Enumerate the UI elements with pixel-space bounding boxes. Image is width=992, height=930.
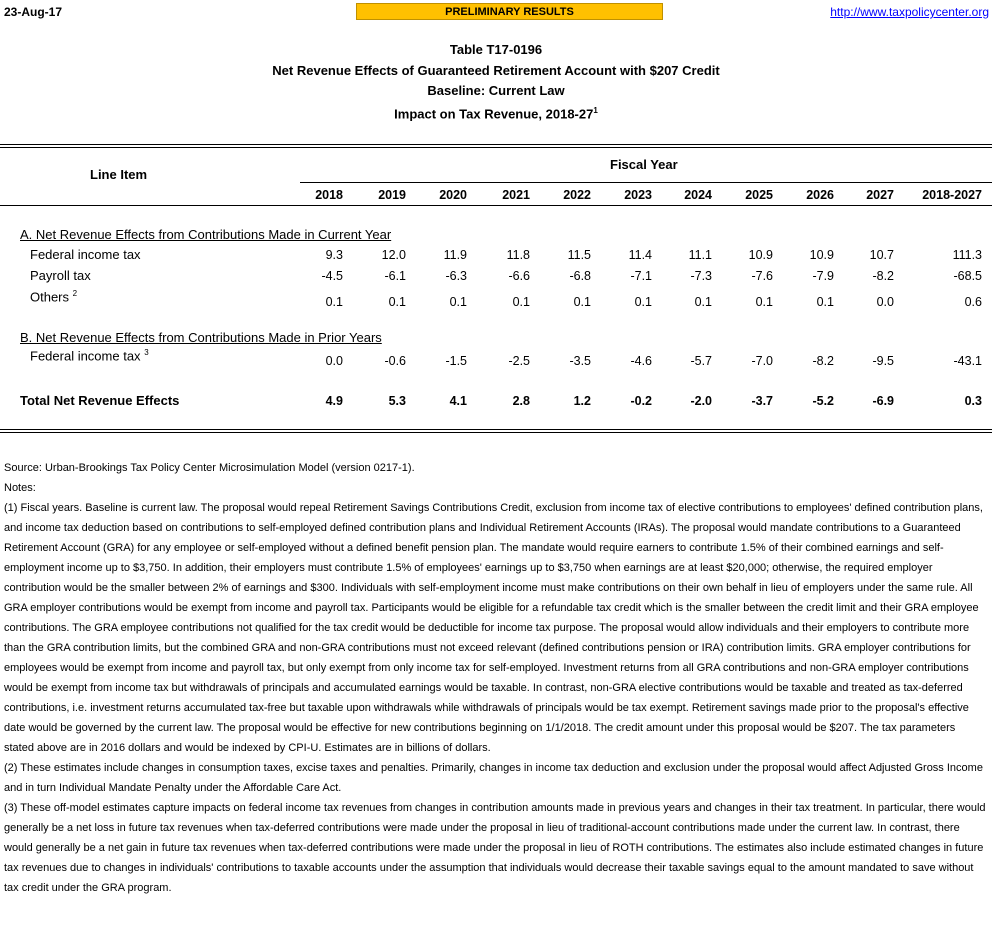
year-header: 2018-2027 xyxy=(922,188,982,202)
table-cell: -43.1 xyxy=(953,354,982,368)
row-label xyxy=(30,268,91,283)
table-cell: 9.3 xyxy=(325,248,343,262)
baseline-title: Baseline: Current Law xyxy=(427,83,565,98)
row-label xyxy=(30,247,141,262)
table-cell: -2.5 xyxy=(508,354,530,368)
preliminary-results-banner: PRELIMINARY RESULTS xyxy=(356,3,663,20)
table-cell: -7.9 xyxy=(812,269,834,283)
table-cell: -0.6 xyxy=(384,354,406,368)
source-note: Source: Urban-Brookings Tax Policy Center Microsimulation Model (version 0217-1). xyxy=(4,462,415,474)
table-cell: 10.7 xyxy=(869,248,894,262)
table-cell: 0.1 xyxy=(388,295,406,309)
total-cell: -3.7 xyxy=(751,394,773,408)
table-cell: 0.1 xyxy=(325,295,343,309)
total-cell: 1.2 xyxy=(573,394,591,408)
row-label-text: Federal income tax xyxy=(30,247,141,262)
total-cell: 4.1 xyxy=(449,394,467,408)
table-cell: -5.7 xyxy=(690,354,712,368)
row-label xyxy=(30,289,77,304)
total-cell: 4.9 xyxy=(325,394,343,408)
taxpolicycenter-link[interactable]: http://www.taxpolicycenter.org xyxy=(830,5,989,19)
year-header: 2024 xyxy=(684,188,712,202)
note-2: (2) These estimates include changes in consumption taxes, excise taxes and penalties. Primarily, changes in income tax deduction and exclusion under the proposal would affect Adjusted Gross Income and in turn Individual Mandate Penalty under the Affordable Care Act. xyxy=(4,762,983,794)
table-cell: 11.4 xyxy=(628,248,652,262)
table-title: Net Revenue Effects of Guaranteed Retirement Account with $207 Credit xyxy=(272,63,720,78)
table-cell: 0.1 xyxy=(449,295,467,309)
year-header: 2022 xyxy=(563,188,591,202)
table-cell: -6.6 xyxy=(508,269,530,283)
table-cell: -1.5 xyxy=(445,354,467,368)
table-cell: 11.5 xyxy=(567,248,591,262)
fiscal-year-header: Fiscal Year xyxy=(610,157,678,172)
line-item-header: Line Item xyxy=(90,167,148,182)
table-cell: -6.3 xyxy=(445,269,467,283)
impact-title: Impact on Tax Revenue, $2018-27^1$ xyxy=(394,106,598,122)
table-cell: 0.1 xyxy=(512,295,530,309)
table-cell: -7.3 xyxy=(690,269,712,283)
report-date: 23-Aug-17 xyxy=(4,5,63,19)
table-cell: 0.1 xyxy=(755,295,773,309)
row-label-text: Payroll tax xyxy=(30,268,91,283)
year-header: 2019 xyxy=(378,188,406,202)
table-cell: 0.1 xyxy=(816,295,834,309)
table-cell: 11.8 xyxy=(506,248,530,262)
year-header: 2023 xyxy=(624,188,652,202)
total-cell: -2.0 xyxy=(690,394,712,408)
table-top-rule-2 xyxy=(0,147,992,148)
total-cell: -0.2 xyxy=(630,394,652,408)
table-bottom-rule xyxy=(0,429,992,430)
table-cell: -7.6 xyxy=(751,269,773,283)
table-cell: -3.5 xyxy=(569,354,591,368)
table-cell: 12.0 xyxy=(381,248,406,262)
footnote-ref: 2 xyxy=(72,289,78,298)
table-cell: 0.1 xyxy=(694,295,712,309)
table-cell: 11.1 xyxy=(688,248,712,262)
table-top-rule xyxy=(0,144,992,145)
note-1: (1) Fiscal years. Baseline is current law. The proposal would repeal Retirement Savings Contributions Credit, exclusion from income tax of elective contributions to employees' defined contribution plans, and income tax deduction based on contributions to self-employed defined contribution plans and Individual Retirement Accounts (IRAs). The proposal would mandate contributions to a Guaranteed Retirement Account (GRA) for any employee or self-employed without a defined benefit pension plan. The mandate would require earners to contribute 1.5% of their combined earnings and self-employment income up to $3,750. In addition, their employers must contribute 1.5% of employees' earnings up to $3,750 when earnings are at least $20,000; otherwise, the required employer contribution would be the smaller between 2% of earnings and $300. Individuals with self-employment income must make contributions on their own behalf in lieu of employers under the same rule. All GRA employer contributions would be exempt from income and payroll tax. Participants would be eligible for a refundable tax credit which is the smaller between the credit limit and their GRA employee contributions. The GRA employee contributions not qualified for the tax credit would be deductible for income tax purpose. The proposal would allow individuals and their employers to contribute more than the GRA contribution limits, but the combined GRA and non-GRA contributions must not exceed relevant (defined contributions pension or IRA) contribution limits. GRA employer contributions for employees would be exempt from income and payroll tax, but only exempt from only income tax for self-employed. Investment returns from all GRA contributions and non-GRA employer contributions would be exempt from income tax but withdrawals of principals and accumulated earnings would be taxable. In contrast, non-GRA elective contributions would be taxable and treated as tax-deferred contributions, i.e. investment returns accumulated tax-free but taxable upon withdrawals while withdrawals of principals would be tax exempt. Retirement savings made prior to the proposal's effective date would be governed by the current law. The proposal would be effective for new contributions beginning on 1/1/2018. The credit amount under this proposal would be $207. The tax parameters stated above are in 2016 dollars and would be indexed by CPI-U. Estimates are in billions of dollars. xyxy=(4,502,983,754)
footnote-ref: 3 xyxy=(144,348,149,357)
section-b-heading: B. Net Revenue Effects from Contributions Made in Prior Years xyxy=(20,330,382,345)
fiscal-year-rule xyxy=(300,182,992,183)
table-cell: 0.0 xyxy=(876,295,894,309)
table-cell: -4.5 xyxy=(321,269,343,283)
table-cell: -9.5 xyxy=(872,354,894,368)
notes-heading: Notes: xyxy=(4,482,36,494)
year-header: 2025 xyxy=(745,188,773,202)
total-cell: 2.8 xyxy=(512,394,530,408)
total-cell: 0.3 xyxy=(964,394,982,408)
year-header: 2020 xyxy=(439,188,467,202)
year-header: 2027 xyxy=(866,188,894,202)
total-label: Total Net Revenue Effects xyxy=(20,393,180,408)
table-cell: 0.1 xyxy=(634,295,652,309)
year-header: 2018 xyxy=(315,188,343,202)
table-cell: -6.1 xyxy=(384,269,406,283)
year-header: 2026 xyxy=(806,188,834,202)
table-cell: -68.5 xyxy=(953,269,982,283)
note-3: (3) These off-model estimates capture impacts on federal income tax revenues from changes in contribution amounts made in previous years and changes in their tax treatment. In particular, there would generally be a net loss in future tax revenues when tax-deferred contributions were made under the proposal in lieu of traditional-account contributions made under the current law. In contrast, there would generally be a net gain in future tax revenues when tax-deferred contributions were made under the proposal in lieu of ROTH contributions. The estimates also include estimated changes in future tax revenues due to changes in individuals' contributions to taxable accounts under the assumption that individuals would decrease their taxable savings equal to the amount mandated to save without tax credit under the GRA program. xyxy=(4,802,986,894)
section-a-heading: A. Net Revenue Effects from Contributions Made in Current Year xyxy=(20,227,392,242)
row-label-text: Federal income tax xyxy=(30,348,141,364)
table-cell: -6.8 xyxy=(569,269,591,283)
table-bottom-rule-2 xyxy=(0,432,992,433)
table-cell: 111.3 xyxy=(952,248,982,262)
header-bottom-rule xyxy=(0,205,992,206)
table-id: Table T17-0196 xyxy=(449,42,543,57)
total-cell: 5.3 xyxy=(388,394,406,408)
table-cell: -4.6 xyxy=(630,354,652,368)
table-cell: -8.2 xyxy=(812,354,834,368)
table-cell: 0.6 xyxy=(964,295,982,309)
table-cell: 0.1 xyxy=(573,295,591,309)
table-cell: -7.0 xyxy=(751,354,773,368)
table-cell: -7.1 xyxy=(630,269,652,283)
table-cell: 10.9 xyxy=(748,248,773,262)
notes-block xyxy=(4,458,988,898)
table-cell: -8.2 xyxy=(872,269,894,283)
table-cell: 10.9 xyxy=(809,248,834,262)
total-cell: -5.2 xyxy=(812,394,834,408)
total-cell: -6.9 xyxy=(872,394,894,408)
table-cell: 11.9 xyxy=(443,248,467,262)
row-label xyxy=(30,348,149,363)
table-cell: 0.0 xyxy=(325,354,343,368)
row-label-text: Others xyxy=(30,289,70,305)
year-header: 2021 xyxy=(502,188,530,202)
